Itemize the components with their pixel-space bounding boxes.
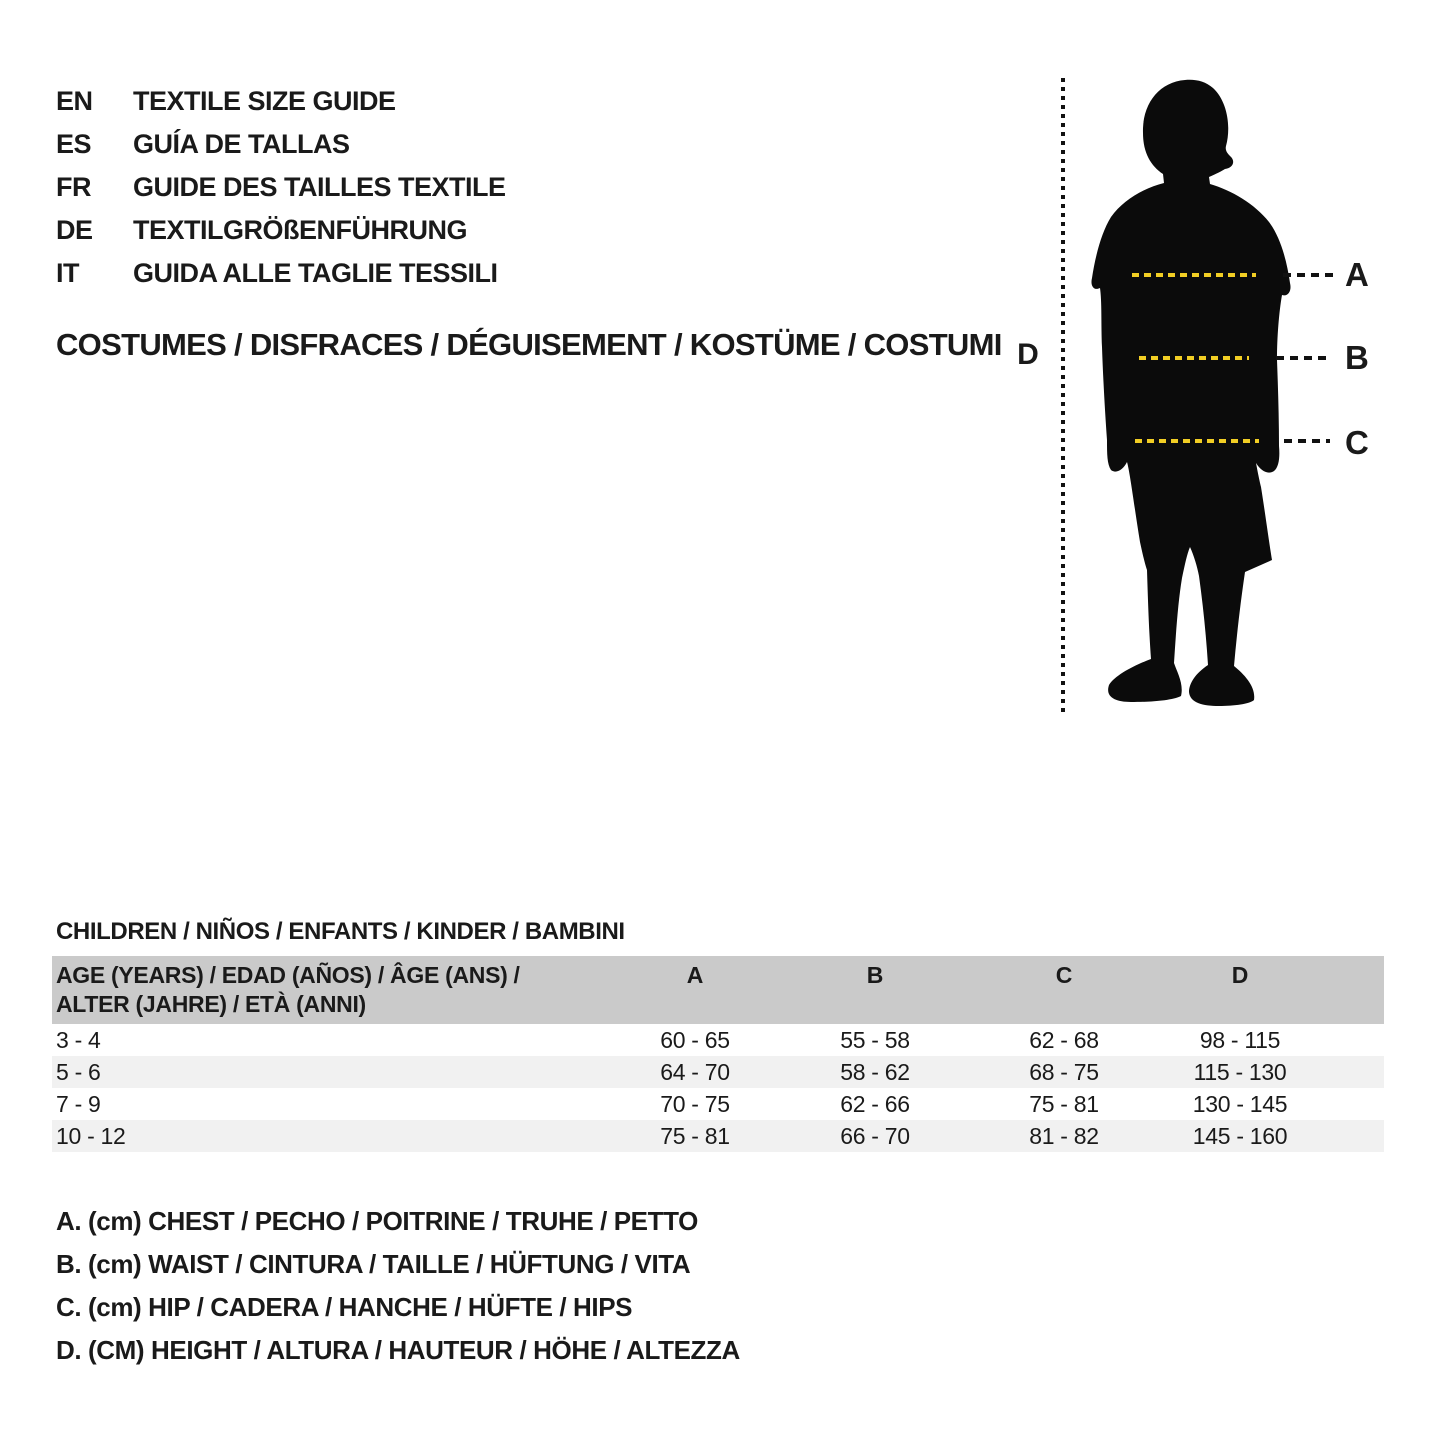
value-cell-b: 62 - 66 <box>840 1091 910 1117</box>
language-title-de: TEXTILGRÖßENFÜHRUNG <box>133 215 468 245</box>
language-code-es: ES <box>56 129 92 159</box>
legend-item-hip: C. (cm) HIP / CADERA / HANCHE / HÜFTE / HIPS <box>56 1292 633 1322</box>
table-section-title: CHILDREN / NIÑOS / ENFANTS / KINDER / BAMBINI <box>56 918 625 945</box>
category-title: COSTUMES / DISFRACES / DÉGUISEMENT / KOSTÜME / COSTUMI <box>56 327 1002 362</box>
value-cell-d: 145 - 160 <box>1192 1123 1288 1149</box>
waist-measure-line-b <box>1139 356 1249 360</box>
language-code-en: EN <box>56 86 93 116</box>
value-cell-a: 60 - 65 <box>660 1027 730 1053</box>
language-code-it: IT <box>56 258 79 288</box>
size-table-header <box>52 956 1384 1024</box>
chest-measure-line-a <box>1132 273 1256 277</box>
height-dotted-line <box>1061 78 1065 716</box>
column-header-c: C <box>1055 962 1073 988</box>
language-row-it <box>56 252 498 295</box>
measure-label-c: C <box>1345 424 1369 461</box>
hip-measure-line-c <box>1135 439 1259 443</box>
value-cell-c: 75 - 81 <box>1029 1091 1099 1117</box>
value-cell-b: 66 - 70 <box>840 1123 910 1149</box>
leader-line-c <box>1284 439 1330 443</box>
age-column-header <box>56 961 520 1019</box>
table-row <box>52 1088 1384 1120</box>
age-cell: 10 - 12 <box>56 1123 126 1149</box>
language-row-es <box>56 123 350 166</box>
age-header-line1: AGE (YEARS) / EDAD (AÑOS) / ÂGE (ANS) / <box>56 962 520 988</box>
value-cell-c: 68 - 75 <box>1029 1059 1099 1085</box>
legend-item-height: D. (CM) HEIGHT / ALTURA / HAUTEUR / HÖHE / ALTEZZA <box>56 1335 740 1365</box>
value-cell-a: 64 - 70 <box>660 1059 730 1085</box>
language-title-it: GUIDA ALLE TAGLIE TESSILI <box>133 258 498 288</box>
language-code-fr: FR <box>56 172 91 202</box>
language-title-es: GUÍA DE TALLAS <box>133 129 350 159</box>
value-cell-c: 62 - 68 <box>1029 1027 1099 1053</box>
measure-label-d: D <box>1017 338 1039 371</box>
language-row-de <box>56 209 467 252</box>
measure-label-a: A <box>1345 256 1369 293</box>
language-row-fr <box>56 166 506 209</box>
value-cell-c: 81 - 82 <box>1029 1123 1099 1149</box>
language-title-fr: GUIDE DES TAILLES TEXTILE <box>133 172 506 202</box>
legend-item-chest: A. (cm) CHEST / PECHO / POITRINE / TRUHE / PETTO <box>56 1206 698 1236</box>
value-cell-a: 70 - 75 <box>660 1091 730 1117</box>
value-cell-b: 58 - 62 <box>840 1059 910 1085</box>
age-cell: 3 - 4 <box>56 1027 101 1053</box>
leader-line-b <box>1276 356 1330 360</box>
value-cell-b: 55 - 58 <box>840 1027 910 1053</box>
language-title-en: TEXTILE SIZE GUIDE <box>133 86 396 116</box>
age-cell: 5 - 6 <box>56 1059 101 1085</box>
legend-item-waist: B. (cm) WAIST / CINTURA / TAILLE / HÜFTUNG / VITA <box>56 1249 691 1279</box>
leader-line-a <box>1283 273 1333 277</box>
table-row <box>52 1120 1384 1152</box>
column-header-b: B <box>866 962 884 988</box>
value-cell-a: 75 - 81 <box>660 1123 730 1149</box>
measure-label-b: B <box>1345 339 1369 376</box>
age-cell: 7 - 9 <box>56 1091 101 1117</box>
table-row <box>52 1024 1384 1056</box>
child-silhouette-image <box>1085 72 1295 712</box>
language-row-en <box>56 80 396 123</box>
column-header-a: A <box>686 962 704 988</box>
table-row <box>52 1056 1384 1088</box>
column-header-d: D <box>1231 962 1249 988</box>
value-cell-d: 130 - 145 <box>1192 1091 1288 1117</box>
value-cell-d: 98 - 115 <box>1199 1027 1281 1053</box>
age-header-line2: ALTER (JAHRE) / ETÀ (ANNI) <box>56 991 366 1017</box>
language-code-de: DE <box>56 215 93 245</box>
value-cell-d: 115 - 130 <box>1193 1059 1287 1085</box>
